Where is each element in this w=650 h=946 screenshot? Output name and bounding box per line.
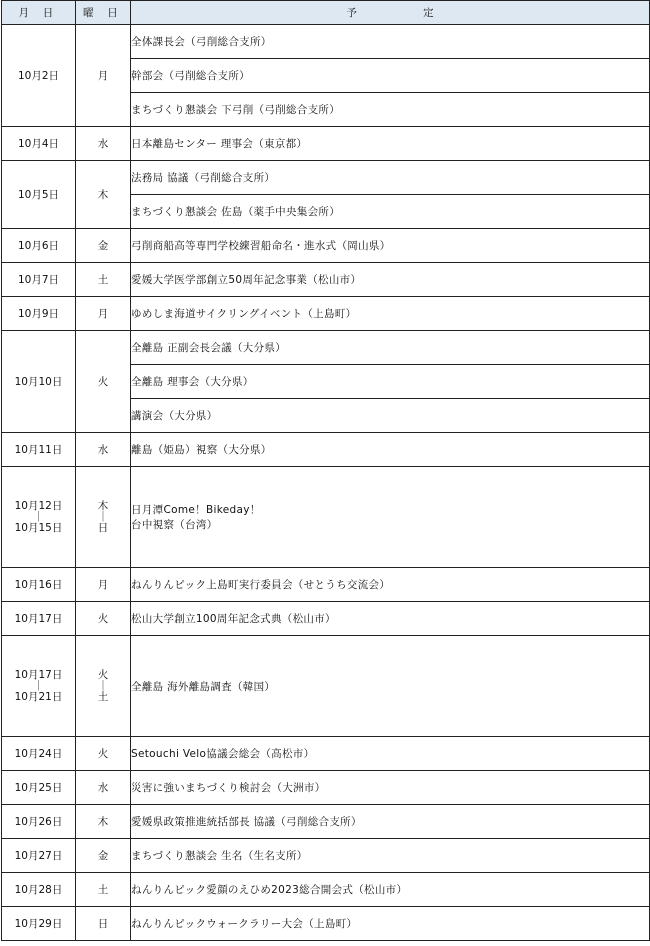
day-of-week-cell: 火	[76, 331, 131, 433]
day-of-week-range-cell	[76, 636, 131, 737]
event-cell: 全離島 正副会長会議（大分県）	[131, 331, 650, 365]
table-row	[2, 805, 650, 839]
table-row	[2, 263, 650, 297]
event-cell: 愛媛大学医学部創立50周年記念事業（松山市）	[131, 263, 650, 297]
event-cell: 講演会（大分県）	[131, 399, 650, 433]
table-row	[2, 602, 650, 636]
table-row	[2, 229, 650, 263]
event-line: 台中視察（台湾）	[131, 519, 218, 531]
date-cell: 10月9日	[2, 297, 76, 331]
date-range-end: 10月21日	[14, 690, 63, 703]
table-row	[2, 127, 650, 161]
day-of-week-cell: 金	[76, 229, 131, 263]
date-cell: 10月7日	[2, 263, 76, 297]
table-row	[2, 907, 650, 941]
date-cell: 10月17日	[2, 602, 76, 636]
date-cell: 10月24日	[2, 737, 76, 771]
date-cell: 10月4日	[2, 127, 76, 161]
dow-range-separator: ｜	[97, 510, 109, 523]
dow-range-end: 土	[97, 690, 109, 703]
event-cell: ゆめしま海道サイクリングイベント（上島町）	[131, 297, 650, 331]
day-of-week-cell: 水	[76, 771, 131, 805]
event-cell: ねんりんピックウォークラリー大会（上島町）	[131, 907, 650, 941]
day-of-week-cell: 水	[76, 433, 131, 467]
day-of-week-cell: 土	[76, 263, 131, 297]
table-row	[2, 873, 650, 907]
day-of-week-range-cell	[76, 467, 131, 568]
event-cell	[131, 636, 650, 737]
date-cell: 10月29日	[2, 907, 76, 941]
table-row	[2, 737, 650, 771]
day-of-week-cell: 木	[76, 805, 131, 839]
day-of-week-cell: 日	[76, 907, 131, 941]
table-row	[2, 25, 650, 59]
table-row	[2, 297, 650, 331]
dow-range-start: 火	[97, 668, 109, 681]
date-range-start: 10月17日	[14, 668, 63, 681]
day-of-week-cell: 月	[76, 568, 131, 602]
event-line: 全離島 海外離島調査（韓国）	[131, 680, 276, 693]
table-row	[2, 433, 650, 467]
date-cell: 10月5日	[2, 161, 76, 229]
date-range-separator: ｜	[33, 679, 44, 692]
event-cell: 全体課長会（弓削総合支所）	[131, 25, 650, 59]
event-cell: 愛媛県政策推進統括部長 協議（弓削総合支所）	[131, 805, 650, 839]
date-cell: 10月27日	[2, 839, 76, 873]
table-row	[2, 839, 650, 873]
day-of-week-cell: 金	[76, 839, 131, 873]
day-of-week-cell: 木	[76, 161, 131, 229]
event-cell: ねんりんピック上島町実行委員会（せとうち交流会）	[131, 568, 650, 602]
table-row	[2, 467, 650, 568]
event-cell: 弓削商船高等専門学校練習船命名・進水式（岡山県）	[131, 229, 650, 263]
table-row	[2, 771, 650, 805]
event-cell: ねんりんピック愛顔のえひめ2023総合開会式（松山市）	[131, 873, 650, 907]
event-cell: Setouchi Velo協議会総会（高松市）	[131, 737, 650, 771]
header-day-of-week: 曜 日	[76, 1, 131, 25]
event-cell: 法務局 協議（弓削総合支所）	[131, 161, 650, 195]
table-row	[2, 568, 650, 602]
date-cell: 10月16日	[2, 568, 76, 602]
date-cell: 10月11日	[2, 433, 76, 467]
event-cell: 全離島 理事会（大分県）	[131, 365, 650, 399]
event-cell: まちづくり懇談会 佐島（薬手中央集会所）	[131, 195, 650, 229]
event-cell: 幹部会（弓削総合支所）	[131, 59, 650, 93]
date-cell: 10月6日	[2, 229, 76, 263]
date-cell: 10月26日	[2, 805, 76, 839]
day-of-week-cell: 火	[76, 602, 131, 636]
header-row	[2, 1, 650, 25]
event-cell	[131, 467, 650, 568]
header-schedule-label: 予 定	[346, 7, 434, 19]
date-cell: 10月28日	[2, 873, 76, 907]
event-cell: 災害に強いまちづくり検討会（大洲市）	[131, 771, 650, 805]
dow-range-separator: ｜	[97, 679, 109, 692]
table-row	[2, 161, 650, 195]
schedule-table	[1, 0, 650, 941]
event-line: 日月潭Come！Bikeday！	[131, 504, 261, 516]
header-schedule	[131, 1, 650, 25]
date-range-cell	[2, 636, 76, 737]
date-cell: 10月10日	[2, 331, 76, 433]
date-range-end: 10月15日	[14, 521, 63, 534]
event-cell: まちづくり懇談会 生名（生名支所）	[131, 839, 650, 873]
event-cell: 松山大学創立100周年記念式典（松山市）	[131, 602, 650, 636]
header-date: 月 日	[2, 1, 76, 25]
date-range-separator: ｜	[33, 510, 44, 523]
day-of-week-cell: 月	[76, 297, 131, 331]
table-row	[2, 331, 650, 365]
day-of-week-cell: 水	[76, 127, 131, 161]
date-cell: 10月25日	[2, 771, 76, 805]
day-of-week-cell: 土	[76, 873, 131, 907]
date-cell: 10月2日	[2, 25, 76, 127]
day-of-week-cell: 月	[76, 25, 131, 127]
table-row	[2, 636, 650, 737]
dow-range-start: 木	[97, 499, 109, 512]
event-cell: まちづくり懇談会 下弓削（弓削総合支所）	[131, 93, 650, 127]
day-of-week-cell: 火	[76, 737, 131, 771]
event-cell: 離島（姫島）視察（大分県）	[131, 433, 650, 467]
event-cell: 日本離島センター 理事会（東京都）	[131, 127, 650, 161]
dow-range-end: 日	[97, 521, 109, 534]
date-range-cell	[2, 467, 76, 568]
date-range-start: 10月12日	[14, 499, 63, 512]
